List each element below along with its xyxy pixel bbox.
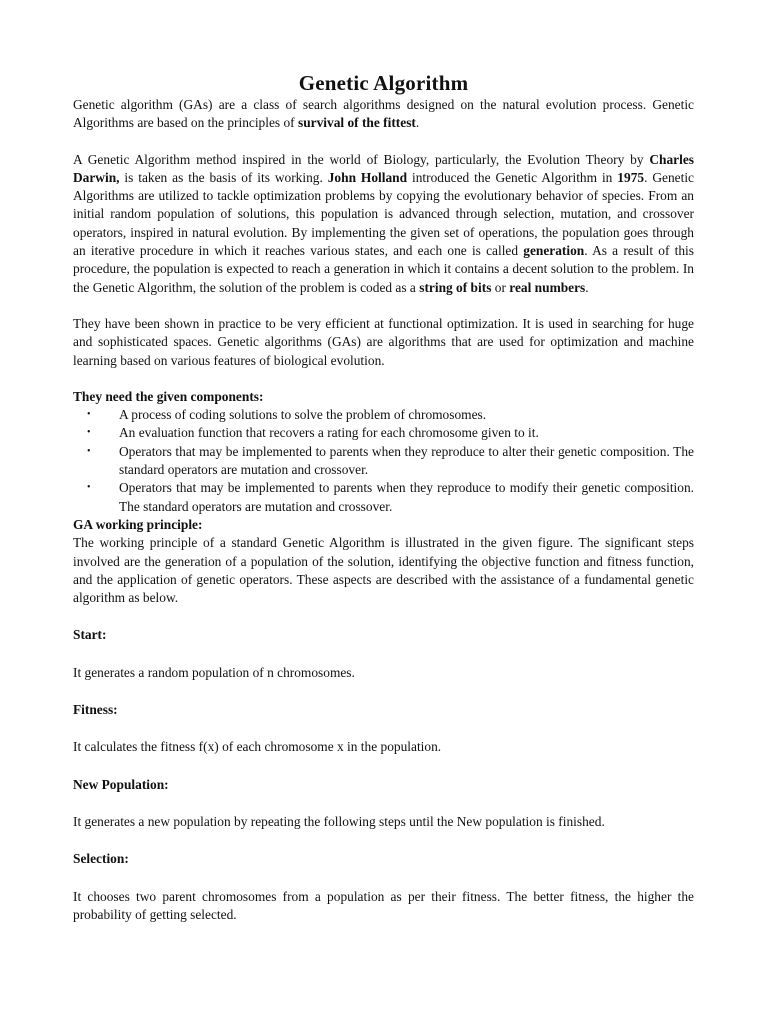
principle-heading: GA working principle: [73, 516, 203, 532]
list-item [73, 479, 694, 516]
efficiency-paragraph: They have been shown in practice to be very efficient at functional optimization. It is used in searching for huge and sophisticated spaces. Genetic algorithms (GAs) are algorithms that are used for optimization and machine learning based on various features of biological evolution. [73, 315, 694, 368]
bullet-icon: • [87, 427, 91, 439]
list-item-text: An evaluation function that recovers a rating for each chromosome given to it. [119, 425, 539, 441]
list-item [73, 406, 694, 424]
intro-paragraph [73, 96, 694, 133]
history-text-3: introduced the Genetic Algorithm in [407, 169, 618, 185]
history-bold-bits: string of bits [419, 279, 492, 295]
step-text-start: It generates a random population of n chromosomes. [73, 664, 355, 680]
history-paragraph [73, 151, 694, 297]
step-heading-fitness: Fitness: [73, 702, 118, 718]
bullet-icon: • [87, 409, 91, 421]
history-text-7: . [585, 279, 589, 295]
step-heading-selection: Selection: [73, 851, 129, 867]
history-text-2: is taken as the basis of its working. [119, 169, 328, 185]
bullet-icon: • [87, 482, 91, 494]
history-bold-real: real numbers [509, 279, 586, 295]
step-text-fitness: It calculates the fitness f(x) of each chromosome x in the population. [73, 739, 442, 755]
history-bold-holland: John Holland [327, 169, 408, 185]
step-text-selection: It chooses two parent chromosomes from a population as per their fitness. The better fitness, the higher the probability of getting selected. [73, 888, 694, 922]
list-item-text: Operators that may be implemented to parents when they reproduce to modify their genetic composition. The standard operators are mutation and crossover. [119, 480, 694, 514]
history-text-4: . Genetic Algorithms are utilized to tackle optimization problems by copying the evolutionary behavior of species. From an initial random population of solutions, this population is advanced through selection, mutation, and crossover operators, inspired in natural evolution. By implementing the given set of operations, the population goes through an iterative procedure in which it reaches various states, and each one is called [73, 169, 694, 259]
document-title: Genetic Algorithm [298, 71, 469, 95]
intro-bold-1: survival of the fittest [297, 115, 416, 131]
list-item [73, 424, 694, 442]
history-bold-generation: generation [523, 243, 585, 259]
intro-text-1: Genetic algorithm (GAs) are a class of search algorithms designed on the natural evolution process. Genetic Algorithms are based on the principles of [73, 97, 694, 131]
components-list [73, 406, 694, 516]
history-text-6: or [491, 279, 510, 295]
history-text-1: A Genetic Algorithm method inspired in the world of Biology, particularly, the Evolution Theory by [73, 151, 650, 167]
principle-paragraph: The working principle of a standard Genetic Algorithm is illustrated in the given figure. The significant steps involved are the generation of a population of the solution, identifying the objective function and fitness function, and the application of genetic operators. These aspects are described with the assistance of a fundamental genetic algorithm as below. [73, 535, 694, 606]
list-item-text: Operators that may be implemented to parents when they reproduce to alter their genetic composition. The standard operators are mutation and crossover. [119, 443, 694, 478]
step-text-new-population: It generates a new population by repeating the following steps until the New population is finished. [73, 813, 605, 829]
intro-text-2: . [415, 115, 420, 131]
bullet-icon: • [87, 445, 91, 457]
history-text-5: . As a result of this procedure, the population is expected to reach a generation in which it contains a decent solution to the problem. In the Genetic Algorithm, the solution of the problem is coded as a [73, 243, 694, 295]
history-bold-darwin: Charles Darwin, [73, 151, 694, 185]
history-bold-year: 1975 [617, 169, 645, 185]
step-heading-new-population: New Population: [73, 776, 169, 792]
step-heading-start: Start: [73, 627, 107, 643]
document-page [73, 70, 694, 924]
components-heading: They need the given components: [73, 388, 264, 404]
list-item [73, 443, 694, 480]
list-item-text: A process of coding solutions to solve the problem of chromosomes. [119, 407, 487, 423]
